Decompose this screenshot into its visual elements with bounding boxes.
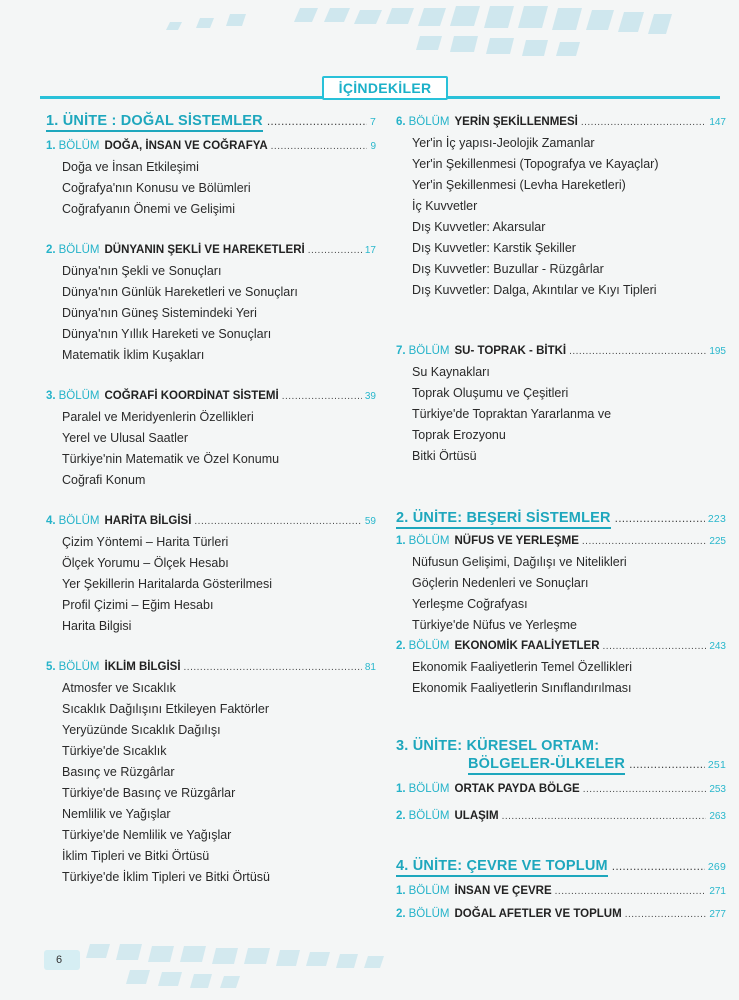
topic-item[interactable]: Yer'in Şekillenmesi (Levha Hareketleri) (412, 178, 626, 192)
leader-dots (267, 114, 367, 128)
leader-dots (625, 905, 707, 925)
section-number: 3. (46, 390, 56, 402)
section-entry[interactable] (396, 341, 726, 362)
leader-dots (569, 342, 706, 362)
topic-item[interactable]: Coğrafya'nın Konusu ve Bölümleri (62, 181, 251, 195)
topic-item[interactable]: Toprak Erozyonu (412, 428, 506, 442)
section-entry[interactable] (46, 240, 376, 261)
page-ref: 7 (369, 116, 376, 128)
leader-dots (629, 757, 705, 771)
section-number: 2. (396, 640, 406, 652)
section-label: BÖLÜM (408, 535, 450, 547)
section-number: 1. (46, 140, 56, 152)
topic-item[interactable]: Türkiye'nin Matematik ve Özel Konumu (62, 452, 280, 466)
section-entry[interactable] (396, 112, 726, 133)
unit-4-entry[interactable] (396, 857, 726, 877)
leader-dots (612, 859, 705, 873)
section-label: BÖLÜM (408, 810, 450, 822)
topic-item[interactable]: Dış Kuvvetler: Dalga, Akıntılar ve Kıyı Tipleri (412, 283, 657, 297)
section-label: BÖLÜM (408, 908, 450, 920)
topic-item[interactable]: Toprak Oluşumu ve Çeşitleri (412, 386, 569, 400)
section-label: BÖLÜM (408, 640, 450, 652)
topic-item[interactable]: Türkiye'de İklim Tipleri ve Bitki Örtüsü (62, 870, 270, 884)
topic-item[interactable]: Türkiye'de Nüfus ve Yerleşme (412, 618, 577, 632)
topic-item[interactable]: Coğrafyanın Önemi ve Gelişimi (62, 202, 235, 216)
section-title: HARİTA BİLGİSİ (104, 515, 192, 527)
topic-item[interactable]: Bitki Örtüsü (412, 449, 477, 463)
section-title: EKONOMİK FAALİYETLER (454, 640, 600, 652)
topic-item[interactable]: Matematik İklim Kuşakları (62, 348, 205, 362)
topic-item[interactable]: Türkiye'de Basınç ve Rüzgârlar (62, 786, 236, 800)
section-label: BÖLÜM (408, 345, 450, 357)
topic-item[interactable]: Türkiye'de Sıcaklık (62, 744, 167, 758)
unit-title: 2. ÜNİTE: BEŞERİ SİSTEMLER (396, 509, 611, 529)
unit-title: 4. ÜNİTE: ÇEVRE VE TOPLUM (396, 857, 608, 877)
topic-item[interactable]: Ekonomik Faaliyetlerin Temel Özellikleri (412, 660, 632, 674)
section-title: NÜFUS VE YERLEŞME (454, 535, 579, 547)
topic-item[interactable]: Yerleşme Coğrafyası (412, 597, 528, 611)
unit-1-entry[interactable] (46, 112, 376, 132)
unit-3-entry-line2[interactable] (396, 755, 726, 775)
section-number: 2. (46, 244, 56, 256)
page-ref: 243 (709, 641, 726, 652)
topic-item[interactable]: İklim Tipleri ve Bitki Örtüsü (62, 849, 210, 863)
page-ref: 147 (709, 117, 726, 128)
unit-title: 3. ÜNİTE: KÜRESEL ORTAM: (396, 738, 600, 754)
leader-dots (581, 113, 706, 133)
section-label: BÖLÜM (58, 515, 100, 527)
leader-dots (502, 807, 707, 827)
page-ref: 9 (370, 141, 376, 152)
topic-item[interactable]: Dış Kuvvetler: Akarsular (412, 220, 546, 234)
topic-item[interactable]: Çizim Yöntemi – Harita Türleri (62, 535, 229, 549)
page-ref: 225 (709, 536, 726, 547)
leader-dots (271, 137, 368, 157)
leader-dots (583, 780, 707, 800)
page-ref: 81 (364, 662, 376, 673)
toc-right-column (396, 112, 726, 925)
section-entry[interactable] (396, 904, 726, 925)
unit-3-entry-line1[interactable] (396, 737, 726, 755)
leader-dots (603, 637, 707, 657)
topic-item[interactable]: Ekonomik Faaliyetlerin Sınıflandırılması (412, 681, 632, 695)
section-entry[interactable] (396, 881, 726, 902)
section-title: DÜNYANIN ŞEKLİ VE HAREKETLERİ (104, 244, 305, 256)
section-number: 1. (396, 783, 406, 795)
page-ref: 17 (364, 245, 376, 256)
topic-item[interactable]: Yer'in Şekillenmesi (Topografya ve Kayaçlar) (412, 157, 659, 171)
section-title: DOĞA, İNSAN VE COĞRAFYA (104, 140, 268, 152)
topic-item[interactable]: Dış Kuvvetler: Buzullar - Rüzgârlar (412, 262, 604, 276)
topic-item[interactable]: Nemlilik ve Yağışlar (62, 807, 171, 821)
page-ref: 39 (364, 391, 376, 402)
topic-item[interactable]: Türkiye'de Topraktan Yararlanma ve (412, 407, 612, 421)
leader-dots (615, 511, 705, 525)
section-number: 6. (396, 116, 406, 128)
section-number: 2. (396, 908, 406, 920)
topic-item[interactable]: İç Kuvvetler (412, 199, 478, 213)
section-number: 2. (396, 810, 406, 822)
section-entry[interactable] (396, 806, 726, 827)
topic-item[interactable]: Sıcaklık Dağılışını Etkileyen Faktörler (62, 702, 270, 716)
section-label: BÖLÜM (58, 390, 100, 402)
section-entry[interactable] (46, 386, 376, 407)
page-ref: 195 (709, 346, 726, 357)
leader-dots (308, 241, 362, 261)
topic-item[interactable]: Dünya'nın Günlük Hareketleri ve Sonuçları (62, 285, 298, 299)
topic-item[interactable]: Harita Bilgisi (62, 619, 132, 633)
topic-item[interactable]: Basınç ve Rüzgârlar (62, 765, 175, 779)
topic-item[interactable]: Paralel ve Meridyenlerin Özellikleri (62, 410, 254, 424)
leader-dots (582, 532, 706, 552)
decorative-stripes-bottom (0, 940, 739, 1000)
topic-item[interactable]: Doğa ve İnsan Etkileşimi (62, 160, 199, 174)
section-entry[interactable] (46, 136, 376, 157)
section-number: 5. (46, 661, 56, 673)
leader-dots (194, 512, 361, 532)
toc-left-column (46, 112, 376, 888)
page-ref: 263 (709, 811, 726, 822)
section-entry[interactable] (396, 779, 726, 800)
section-title: ORTAK PAYDA BÖLGE (454, 783, 580, 795)
section-title: SU- TOPRAK - BİTKİ (454, 345, 567, 357)
decorative-stripes-top (0, 0, 739, 70)
section-number: 1. (396, 885, 406, 897)
section-label: BÖLÜM (58, 244, 100, 256)
title-bar (0, 76, 739, 102)
section-label: BÖLÜM (58, 661, 100, 673)
topic-item[interactable]: Ölçek Yorumu – Ölçek Hesabı (62, 556, 229, 570)
topic-item[interactable]: Yeryüzünde Sıcaklık Dağılışı (62, 723, 221, 737)
page-ref: 223 (707, 513, 726, 525)
section-label: BÖLÜM (58, 140, 100, 152)
section-label: BÖLÜM (408, 116, 450, 128)
page-ref: 59 (364, 516, 376, 527)
topic-item[interactable]: Dünya'nın Güneş Sistemindeki Yeri (62, 306, 257, 320)
leader-dots (555, 882, 707, 902)
topic-item[interactable]: Nüfusun Gelişimi, Dağılışı ve Nitelikleri (412, 555, 627, 569)
section-entry[interactable] (46, 657, 376, 678)
topic-item[interactable]: Yer Şekillerin Haritalarda Gösterilmesi (62, 577, 273, 591)
section-title: COĞRAFİ KOORDİNAT SİSTEMİ (104, 390, 279, 402)
unit-title: 1. ÜNİTE : DOĞAL SİSTEMLER (46, 112, 263, 132)
page-number: 6 (44, 950, 80, 970)
page-ref: 269 (707, 861, 726, 873)
topic-item[interactable]: Atmosfer ve Sıcaklık (62, 681, 176, 695)
section-number: 4. (46, 515, 56, 527)
section-label: BÖLÜM (408, 783, 450, 795)
leader-dots (184, 658, 362, 678)
topic-item[interactable]: Coğrafi Konum (62, 473, 146, 487)
section-entry[interactable] (396, 531, 726, 552)
page-ref: 271 (709, 886, 726, 897)
page-ref: 251 (707, 759, 726, 771)
section-title: DOĞAL AFETLER VE TOPLUM (454, 908, 622, 920)
topic-item[interactable]: Yer'in İç yapısı-Jeolojik Zamanlar (412, 136, 595, 150)
section-title: ULAŞIM (454, 810, 499, 822)
section-number: 7. (396, 345, 406, 357)
topic-item[interactable]: Yerel ve Ulusal Saatler (62, 431, 188, 445)
unit-title-continued: BÖLGELER-ÜLKELER (468, 755, 625, 775)
leader-dots (282, 387, 362, 407)
page-ref: 277 (709, 909, 726, 920)
page-title: İÇİNDEKİLER (322, 76, 448, 100)
topic-item[interactable]: Göçlerin Nedenleri ve Sonuçları (412, 576, 589, 590)
section-entry[interactable] (396, 636, 726, 657)
topic-item[interactable]: Türkiye'de Nemlilik ve Yağışlar (62, 828, 232, 842)
topic-item[interactable]: Dış Kuvvetler: Karstik Şekiller (412, 241, 576, 255)
topic-item[interactable]: Dünya'nın Şekli ve Sonuçları (62, 264, 222, 278)
section-entry[interactable] (46, 511, 376, 532)
topic-item[interactable]: Profil Çizimi – Eğim Hesabı (62, 598, 214, 612)
unit-2-entry[interactable] (396, 509, 726, 529)
section-title: YERİN ŞEKİLLENMESİ (454, 116, 578, 128)
topic-item[interactable]: Su Kaynakları (412, 365, 490, 379)
section-title: İKLİM BİLGİSİ (104, 661, 181, 673)
section-number: 1. (396, 535, 406, 547)
page-ref: 253 (709, 784, 726, 795)
topic-item[interactable]: Dünya'nın Yıllık Hareketi ve Sonuçları (62, 327, 272, 341)
section-label: BÖLÜM (408, 885, 450, 897)
section-title: İNSAN VE ÇEVRE (454, 885, 552, 897)
